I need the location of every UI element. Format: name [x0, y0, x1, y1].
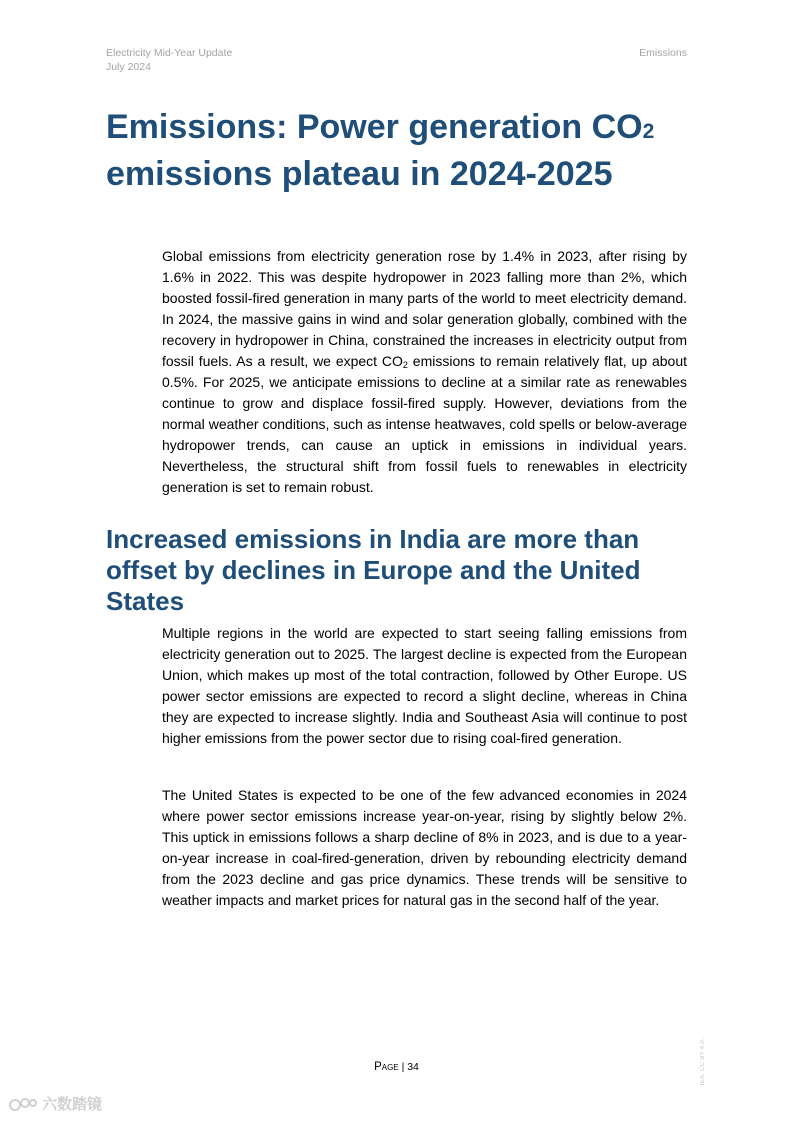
section-heading: Increased emissions in India are more than offset by declines in Europe and the United States: [106, 524, 641, 616]
report-title: Electricity Mid-Year Update: [106, 47, 233, 59]
page-footer: [0, 1061, 793, 1073]
intro-subscript: 2: [402, 360, 408, 370]
running-header-left: [106, 47, 232, 74]
page-label: Page: [374, 1061, 399, 1073]
watermark: [8, 1093, 102, 1114]
license-text: IEA. CC BY 4.0.: [700, 1038, 706, 1086]
page-separator: |: [398, 1061, 408, 1073]
watermark-logo-icon: [8, 1096, 38, 1112]
title-part-1: Emissions: Power generation CO: [106, 108, 643, 146]
body-paragraph-regions: Multiple regions in the world are expected to start seeing falling emissions from electricity generation out to 2025. The largest decline is expected from the European Union, which makes up most of the total contraction, followed by Other Europe. US power sector emissions are expected to record a slight decline, whereas in China they are expected to increase slightly. India and Southeast Asia will continue to post higher emissions from the power sector due to rising coal-fired generation.: [162, 625, 687, 746]
title-subscript: 2: [642, 120, 655, 143]
page-title: [106, 106, 706, 196]
title-part-2: emissions plateau in 2024-2025: [106, 155, 613, 193]
section-name: Emissions: [639, 47, 687, 59]
intro-paragraph: [162, 246, 687, 498]
intro-text-a: Global emissions from electricity generation rose by 1.4% in 2023, after rising by 1.6% in 2022. This was despite hydropower in 2023 falling more than 2%, which boosted fossil-fired generation in many parts of the world to meet electricity demand. In 2024, the massive gains in wind and solar generation globally, combined with the recovery in hydropower in China, constrained the increases in electricity output from fossil fuels. As a result, we expect CO: [162, 248, 687, 369]
watermark-text: 六数踏镜: [42, 1096, 103, 1113]
intro-text-b: emissions to remain relatively flat, up about 0.5%. For 2025, we anticipate emissions to decline at a similar rate as renewables continue to grow and displace fossil-fired supply. However, deviations from the normal weather conditions, such as intense heatwaves, cold spells or below-average hydropower trends, can cause an uptick in emissions in individual years. Nevertheless, the structural shift from fossil fuels to renewables in electricity generation is set to remain robust.: [162, 353, 687, 495]
body-paragraph-united-states: The United States is expected to be one of the few advanced economies in 2024 where power sector emissions increase year-on-year, rising by slightly below 2%. This uptick in emissions follows a sharp decline of 8% in 2023, and is due to a year-on-year increase in coal-fired-generation, driven by rebounding electricity demand from the 2023 decline and gas price dynamics. These trends will be sensitive to weather impacts and market prices for natural gas in the second half of the year.: [162, 787, 687, 908]
report-date: July 2024: [106, 60, 151, 73]
page-number: 34: [407, 1061, 419, 1073]
